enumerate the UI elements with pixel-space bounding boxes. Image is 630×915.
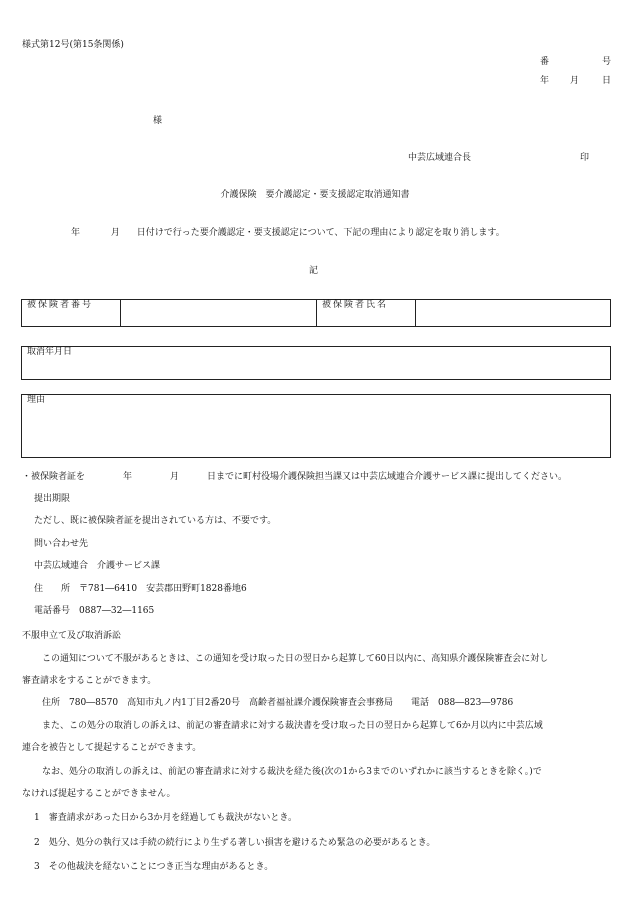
issuer-name: 中芸広域連合長	[408, 153, 472, 163]
exception-item-3: 3 その他裁決を経ないことにつき正当な理由があるとき。	[34, 862, 274, 872]
intro-year: 年	[71, 228, 81, 238]
document-title: 介護保険 要介護認定・要支援認定取消通知書	[220, 190, 410, 200]
contact-address: 住 所 〒781―6410 安芸郡田野町1828番地6	[34, 584, 247, 594]
contact-org: 中芸広域連合 介護サービス課	[34, 561, 161, 571]
appeal-paragraph-2-line-1: また、この処分の取消しの訴えは、前記の審査請求に対する裁決書を受け取った日の翌日から起算して6か月以内に中芸広域	[42, 721, 543, 731]
reason-box	[21, 394, 611, 458]
intro-text: 日付けで行った要介護認定・要支援認定について、下記の理由により認定を取り消します。	[136, 228, 505, 238]
appeal-paragraph-3-line-1: なお、処分の取消しの訴えは、前記の審査請求に対する裁決を経た後(次の1から3までのいずれかに該当するときを除く。)で	[42, 767, 542, 777]
review-board-address: 住所 780―8570 高知市丸ノ内1丁目2番20号 高齢者福祉課介護保険審査会事務局 電話 088―823―9786	[42, 698, 514, 708]
reason-field[interactable]	[22, 395, 611, 458]
exception-item-2: 2 処分、処分の執行又は手続の続行により生ずる著しい損害を避けるため緊急の必要があるとき。	[34, 838, 436, 848]
appeal-paragraph-3-line-2: なければ提起することができません。	[22, 789, 176, 799]
ki-heading: 記	[309, 266, 319, 276]
form-number: 様式第12号(第15条関係)	[22, 40, 124, 50]
submit-instruction: ・被保険者証を 年 月 日までに町村役場介護保険担当課又は中芸広域連合介護サービス課に提出してください。	[22, 472, 568, 482]
number-suffix: 号	[602, 57, 612, 67]
insured-number-label: 被保険者番号	[22, 300, 121, 327]
insured-number-field[interactable]	[121, 300, 317, 327]
appeal-paragraph-2-line-2: 連合を被告として提起することができます。	[22, 743, 202, 753]
contact-phone: 電話番号 0887―32―1165	[34, 606, 155, 616]
date-month-label: 月	[570, 76, 580, 86]
already-submitted-note: ただし、既に被保険者証を提出されている方は、不要です。	[34, 516, 277, 526]
appeal-paragraph-1-line-1: この通知について不服があるときは、この通知を受け取った日の翌日から起算して60日以内に、高知県介護保険審査会に対し	[42, 654, 549, 664]
intro-sentence	[71, 228, 505, 240]
number-label: 番	[540, 57, 550, 67]
intro-month: 月	[110, 228, 120, 238]
insured-info-table	[21, 299, 611, 327]
seal-mark: 印	[580, 153, 590, 163]
date-day-label: 日	[602, 76, 612, 86]
appeal-paragraph-1-line-2: 審査請求をすることができます。	[22, 676, 157, 686]
submission-deadline: 提出期限	[34, 494, 71, 504]
date-year-label: 年	[540, 76, 550, 86]
cancel-date-label: 取消年月日	[27, 347, 73, 357]
appeal-heading: 不服申立て及び取消訴訟	[22, 631, 122, 641]
cancel-date-box	[21, 346, 611, 380]
addressee-suffix: 様	[153, 116, 163, 126]
cancel-date-field[interactable]	[22, 347, 611, 380]
contact-heading: 問い合わせ先	[34, 539, 89, 549]
exception-item-1: 1 審査請求があった日から3か月を経過しても裁決がないとき。	[34, 813, 298, 823]
reason-label: 理由	[27, 395, 46, 405]
insured-name-field[interactable]	[416, 300, 611, 327]
insured-name-label: 被保険者氏名	[317, 300, 416, 327]
